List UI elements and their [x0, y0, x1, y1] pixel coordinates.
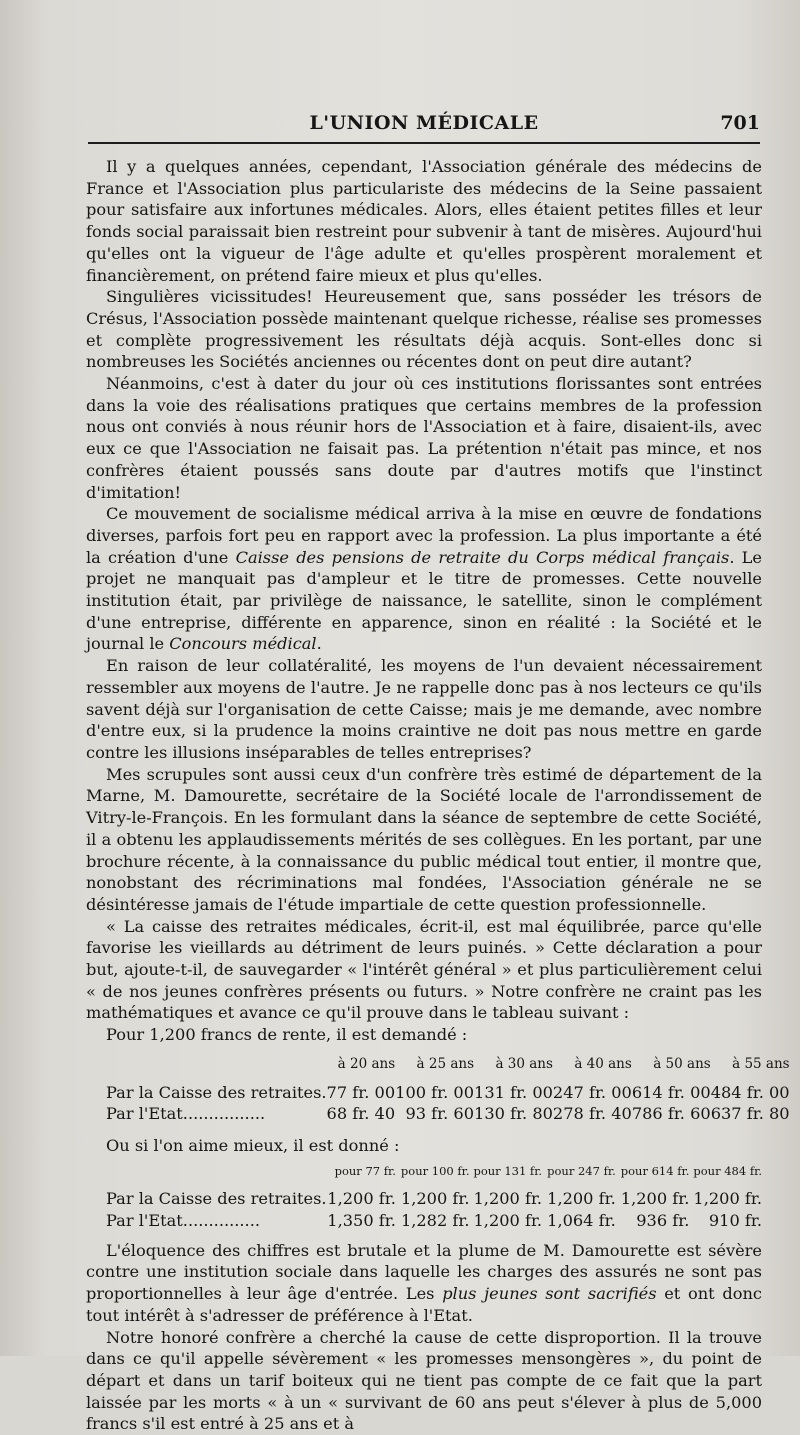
table-cell: 68 fr. 40 [326, 1104, 396, 1124]
table-cell: 1,200 fr. [327, 1189, 396, 1209]
table-cell: 1,200 fr. [620, 1189, 690, 1209]
table-cell: 1,200 fr. [547, 1189, 616, 1209]
table-cell: 77 fr. 00 [326, 1082, 396, 1102]
paragraph: L'éloquence des chiffres est brutale et la plume de M. Damourette est sévère contre une institution sociale dans laquelle les charges des assurés ne sont pas proportionnelles à leur âge d'entrée. Les plus jeunes sont sacrifiés et ont donc tout intérêt à s'adresser de préférence à l'Etat. [86, 1240, 762, 1325]
age-header: à 50 ans [653, 1055, 711, 1072]
table-cell: 1,200 fr. [473, 1211, 543, 1231]
age-header: à 25 ans [416, 1055, 475, 1072]
premium-table [86, 1054, 790, 1125]
age-header: à 40 ans [574, 1055, 632, 1072]
paragraph: Néanmoins, c'est à dater du jour où ces institutions florissantes sont entrées dans la voie des réalisations pratiques que certains membres de la profession nous ont conviés à nous réunir hors de l'Association et à faire, disaient-ils, avec eux ce que l'Association ne faisait pas. La prétention n'était pas mince, et nos confrères étaient poussés sans doute par d'autres motifs que l'instinct d'imitation! [86, 374, 762, 502]
premium-header: pour 614 fr. [620, 1163, 690, 1178]
journal-title: L'UNION MÉDICALE [309, 112, 539, 134]
table-cell: 1,200 fr. [400, 1189, 470, 1209]
row-label: Par la Caisse des retraites. [106, 1082, 327, 1102]
paragraph: « La caisse des retraites médicales, écrit-il, est mal équilibrée, parce qu'elle favorise les vieillards au détriment de leurs puinés. » Cette déclaration a pour but, ajoute-t-il, de sauvegarder « l'intérêt général » et plus particulièrement celui « de nos jeunes confrères présents ou futurs. » Notre confrère ne craint pas les mathématiques et avance ce qu'il prouve dans le tableau suivant : [86, 916, 762, 1023]
paragraph: Notre honoré confrère a cherché la cause de cette disproportion. Il la trouve dans ce qu'il appelle sévèrement « les promesses mensongères », du point de départ et dans un tarif boiteux qui ne tient pas compte de ce fait que la part laissée par les morts « à un « survivant de 60 ans peut s'élever à plus de 5,000 francs s'il est entré à 25 ans et à [86, 1327, 762, 1434]
premium-header: pour 484 fr. [693, 1163, 762, 1178]
table-cell: 1,064 fr. [547, 1211, 616, 1231]
age-header: à 55 ans [732, 1055, 790, 1072]
article-body [86, 156, 790, 1435]
paragraph: En raison de leur collatéralité, les moyens de l'un devaient nécessairement ressembler aux moyens de l'autre. Je ne rappelle donc pas à nos lecteurs ce qu'ils savent déjà sur l'organisation de cette Caisse; mais je me demande, avec nombre d'entre eux, si la prudence la moins craintive ne doit pas nous mettre en garde contre les illusions inséparables de telles entreprises? [86, 656, 762, 762]
table-header-row [86, 1161, 762, 1189]
table-cell: 100 fr. 00 [395, 1082, 475, 1102]
emphasis: plus jeunes sont sacrifiés [442, 1284, 657, 1304]
pension-table [86, 1161, 762, 1232]
paragraph: Ou si l'on aime mieux, il est donné : [106, 1135, 400, 1155]
table-cell: 131 fr. 00 [474, 1082, 553, 1102]
paragraph: Mes scrupules sont aussi ceux d'un confrère très estimé de département de la Marne, M. Damourette, secrétaire de la Société locale de l'arrondissement de Vitry-le-François. En les formulant dans la séance de septembre de cette Société, il a obtenu les applaudissements mérités de ses collègues. En les portant, par une brochure récente, à la connaissance du public médical tout entier, il montre que, nonobstant des récriminations mal fondées, l'Association générale ne se désintéresse jamais de l'étude impartiale de cette question professionnelle. [86, 764, 762, 914]
table-row [86, 1188, 762, 1210]
table-row [86, 1082, 790, 1104]
caisse-title: Caisse des pensions de retraite du Corps médical français [235, 547, 730, 567]
table-cell: 130 fr. 80 [474, 1104, 553, 1124]
paragraph: Il y a quelques années, cependant, l'Association générale des médecins de France et l'Association plus particulariste des médecins de la Seine passaient pour satisfaire aux infortunes médicales. Alors, elles étaient petites filles et leur fonds social paraissait bien restreint pour subvenir à tant de misères. Aujourd'hui qu'elles ont la vigueur de l'âge adulte et qu'elles prospèrent moralement et financièrement, on prétend faire mieux et plus qu'elles. [86, 157, 762, 285]
table-cell: 1,350 fr. [327, 1211, 396, 1231]
premium-header: pour 77 fr. [334, 1163, 396, 1178]
journal-name: Concours médical [169, 634, 317, 654]
table-row [86, 1103, 790, 1125]
table-cell: 786 fr. 60 [631, 1104, 711, 1124]
premium-header: pour 131 fr. [473, 1163, 543, 1178]
premium-header: pour 100 fr. [400, 1163, 470, 1178]
row-label: Par l'Etat............... [106, 1211, 260, 1231]
row-label: Par la Caisse des retraites. [106, 1189, 327, 1209]
table-cell: 278 fr. 40 [552, 1104, 632, 1124]
page-number: 701 [720, 112, 760, 134]
age-header: à 20 ans [337, 1055, 396, 1072]
table-cell: 910 fr. [708, 1211, 762, 1231]
table-cell: 484 fr. 00 [710, 1082, 790, 1102]
table-cell: 637 fr. 80 [710, 1104, 790, 1124]
page-header [88, 108, 760, 144]
table-header-row [86, 1054, 790, 1082]
table-cell: 936 fr. [636, 1211, 690, 1231]
table-cell: 1,200 fr. [693, 1189, 762, 1209]
table-cell: 1,282 fr. [400, 1211, 470, 1231]
table-row [86, 1210, 762, 1232]
table-cell: 247 fr. 00 [552, 1082, 632, 1102]
table-cell: 93 fr. 60 [405, 1104, 475, 1124]
paragraph: Ce mouvement de socialisme médical arriva à la mise en œuvre de fondations diverses, parfois fort peu en rapport avec la profession. La plus importante a été la création d'une Caisse des pensions de retraite du Corps médical français. Le projet ne manquait pas d'ampleur et le titre de promesses. Cette nouvelle institution était, par privilège de naissance, le satellite, sinon le complément d'une entreprise, différente en apparence, sinon en réalité : la Société et le journal le Concours médical. [86, 504, 762, 654]
paragraph: Singulières vicissitudes! Heureusement que, sans posséder les trésors de Crésus, l'Association possède maintenant quelque richesse, réalise ses promesses et complète progressivement les résultats déjà acquis. Sont-elles donc si nombreuses les Sociétés anciennes ou récentes dont on peut dire autant? [86, 287, 762, 372]
age-header: à 30 ans [495, 1055, 553, 1072]
table-cell: 1,200 fr. [473, 1189, 543, 1209]
paragraph: Pour 1,200 francs de rente, il est demandé : [106, 1025, 468, 1045]
row-label: Par l'Etat................ [106, 1104, 266, 1124]
premium-header: pour 247 fr. [547, 1163, 616, 1178]
table-cell: 614 fr. 00 [631, 1082, 711, 1102]
